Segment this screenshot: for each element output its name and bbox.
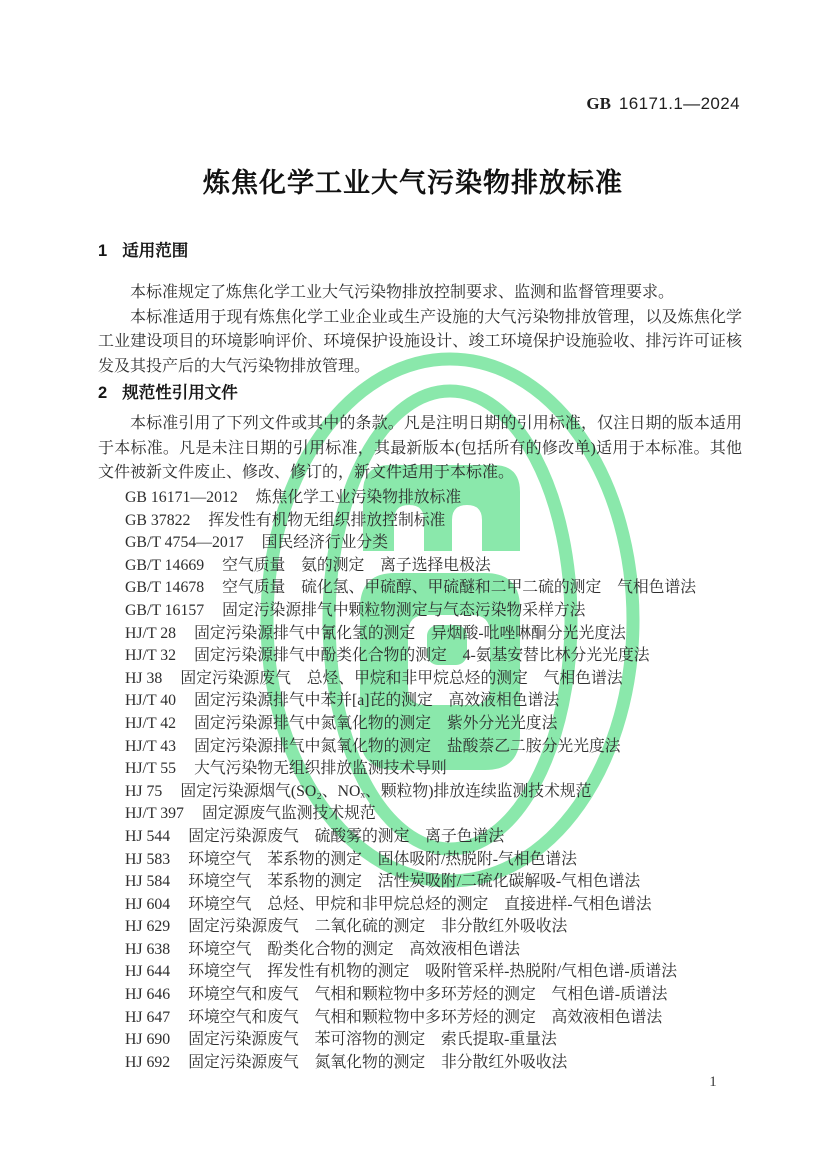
reference-title: 固定污染源排气中苯并[a]芘的测定 高效液相色谱法 — [194, 692, 560, 710]
reference-item — [98, 645, 778, 668]
reference-code: HJ 544 — [125, 827, 171, 845]
reference-title: 固定污染源排气中氮氧化物的测定 紫外分光光度法 — [194, 714, 558, 732]
reference-item — [98, 668, 778, 691]
document-title: 炼焦化学工业大气污染物排放标准 — [203, 168, 623, 198]
reference-code: HJ 644 — [125, 963, 171, 981]
reference-code: GB/T 14669 — [125, 556, 205, 574]
doc-code-number: 16171.1—2024 — [618, 94, 740, 113]
reference-code: HJ 646 — [125, 986, 171, 1004]
reference-code: HJ/T 397 — [125, 805, 184, 823]
reference-code: HJ 75 — [125, 782, 163, 800]
reference-item — [98, 961, 778, 984]
references-list — [98, 487, 778, 1074]
reference-title: 固定污染源烟气(SO₂、NOₓ、颗粒物)排放连续监测技术规范 — [180, 782, 592, 800]
reference-item — [98, 939, 778, 962]
reference-title: 固定污染源废气 氮氧化物的测定 非分散红外吸收法 — [188, 1053, 568, 1071]
reference-item — [98, 781, 778, 804]
reference-code: HJ 38 — [125, 669, 163, 687]
reference-item — [98, 555, 778, 578]
reference-title: 环境空气 总烃、甲烷和非甲烷总烃的测定 直接进样-气相色谱法 — [188, 895, 652, 913]
reference-title: 国民经济行业分类 — [261, 534, 389, 552]
reference-title: 固定污染源排气中氮氧化物的测定 盐酸萘乙二胺分光光度法 — [194, 737, 621, 755]
reference-code: GB/T 16157 — [125, 601, 205, 619]
reference-title: 固定污染源排气中酚类化合物的测定 4-氨基安替比林分光光度法 — [194, 647, 650, 665]
reference-code: HJ/T 42 — [125, 714, 177, 732]
reference-item — [98, 713, 778, 736]
reference-title: 炼焦化学工业污染物排放标准 — [255, 489, 462, 506]
reference-title: 固定污染源废气 总烃、甲烷和非甲烷总烃的测定 气相色谱法 — [180, 669, 623, 687]
reference-code: HJ/T 28 — [125, 624, 177, 642]
reference-item — [98, 1007, 778, 1030]
page-number: 1 — [709, 1074, 717, 1090]
reference-item — [98, 532, 778, 555]
reference-title: 挥发性有机物无组织排放控制标准 — [208, 511, 446, 529]
section-2-body — [98, 412, 742, 486]
reference-title: 固定污染源废气 二氧化硫的测定 非分散红外吸收法 — [188, 918, 568, 936]
reference-item — [98, 623, 778, 646]
reference-code: HJ 604 — [125, 895, 171, 913]
section-1-paragraph-2: 本标准适用于现有炼焦化学工业企业或生产设施的大气污染物排放管理，以及炼焦化学工业建设项目的环境影响评价、环境保护设施设计、竣工环境保护设施验收、排污许可证核发及其投产后的大气污染物排放管理。 — [98, 308, 742, 376]
reference-code: HJ/T 55 — [125, 760, 177, 778]
reference-title: 固定源废气监测技术规范 — [201, 805, 376, 823]
section-2-number: 2 — [98, 384, 108, 402]
reference-title: 环境空气 苯系物的测定 活性炭吸附/二硫化碳解吸-气相色谱法 — [188, 873, 641, 891]
reference-title: 固定污染源排气中氰化氢的测定 异烟酸-吡唑啉酮分光光度法 — [194, 624, 626, 642]
reference-title: 固定污染源废气 苯可溶物的测定 索氏提取-重量法 — [188, 1031, 557, 1049]
doc-code-prefix: GB — [586, 94, 611, 113]
doc-code — [586, 94, 740, 114]
reference-code: HJ/T 32 — [125, 647, 177, 665]
section-2-heading — [98, 379, 238, 403]
reference-title: 空气质量 硫化氢、甲硫醇、甲硫醚和二甲二硫的测定 气相色谱法 — [222, 579, 697, 597]
reference-item — [98, 803, 778, 826]
section-1-number: 1 — [98, 242, 108, 260]
reference-item — [98, 849, 778, 872]
reference-title: 环境空气和废气 气相和颗粒物中多环芳烃的测定 高效液相色谱法 — [188, 1008, 663, 1026]
reference-title: 固定污染源排气中颗粒物测定与气态污染物采样方法 — [222, 601, 586, 619]
reference-item — [98, 871, 778, 894]
reference-title: 环境空气 苯系物的测定 固体吸附/热脱附-气相色谱法 — [188, 850, 577, 868]
reference-item — [98, 690, 778, 713]
reference-item — [98, 600, 778, 623]
reference-title: 环境空气 挥发性有机物的测定 吸附管采样-热脱附/气相色谱-质谱法 — [188, 963, 678, 981]
reference-item — [98, 577, 778, 600]
reference-code: HJ 690 — [125, 1031, 171, 1049]
section-2-intro-paragraph: 本标准引用了下列文件或其中的条款。凡是注明日期的引用标准，仅注日期的版本适用于本标准。凡是未注日期的引用标准，其最新版本(包括所有的修改单)适用于本标准。其他文件被新文件废止、修改、修订的，新文件适用于本标准。 — [98, 415, 742, 482]
reference-code: GB 37822 — [125, 511, 191, 529]
reference-item — [98, 736, 778, 759]
reference-title: 大气污染物无组织排放监测技术导则 — [194, 760, 447, 778]
reference-code: GB 16171—2012 — [125, 489, 238, 506]
reference-item — [98, 984, 778, 1007]
reference-item — [98, 487, 778, 510]
reference-item — [98, 1052, 778, 1075]
reference-code: HJ 647 — [125, 1008, 171, 1026]
reference-title: 空气质量 氨的测定 离子选择电极法 — [222, 556, 491, 574]
reference-title: 环境空气 酚类化合物的测定 高效液相色谱法 — [188, 940, 520, 958]
reference-code: GB/T 14678 — [125, 579, 205, 597]
reference-title: 环境空气和废气 气相和颗粒物中多环芳烃的测定 气相色谱-质谱法 — [188, 986, 668, 1004]
reference-code: HJ 629 — [125, 918, 171, 936]
reference-item — [98, 510, 778, 533]
section-2-heading-text: 规范性引用文件 — [122, 384, 238, 402]
reference-item — [98, 1029, 778, 1052]
reference-code: HJ 638 — [125, 940, 171, 958]
reference-code: HJ/T 40 — [125, 692, 177, 710]
reference-code: HJ 584 — [125, 873, 171, 891]
reference-code: HJ 583 — [125, 850, 171, 868]
reference-code: HJ 692 — [125, 1053, 171, 1071]
reference-item — [98, 894, 778, 917]
reference-item — [98, 916, 778, 939]
section-1-heading — [98, 237, 188, 261]
section-1-heading-text: 适用范围 — [122, 242, 189, 260]
section-1-paragraph-1: 本标准规定了炼焦化学工业大气污染物排放控制要求、监测和监督管理要求。 — [130, 284, 675, 301]
reference-code: HJ/T 43 — [125, 737, 177, 755]
reference-item — [98, 826, 778, 849]
reference-item — [98, 758, 778, 781]
reference-title: 固定污染源废气 硫酸雾的测定 离子色谱法 — [188, 827, 505, 845]
reference-code: GB/T 4754—2017 — [125, 534, 244, 552]
section-1-body — [98, 281, 742, 380]
